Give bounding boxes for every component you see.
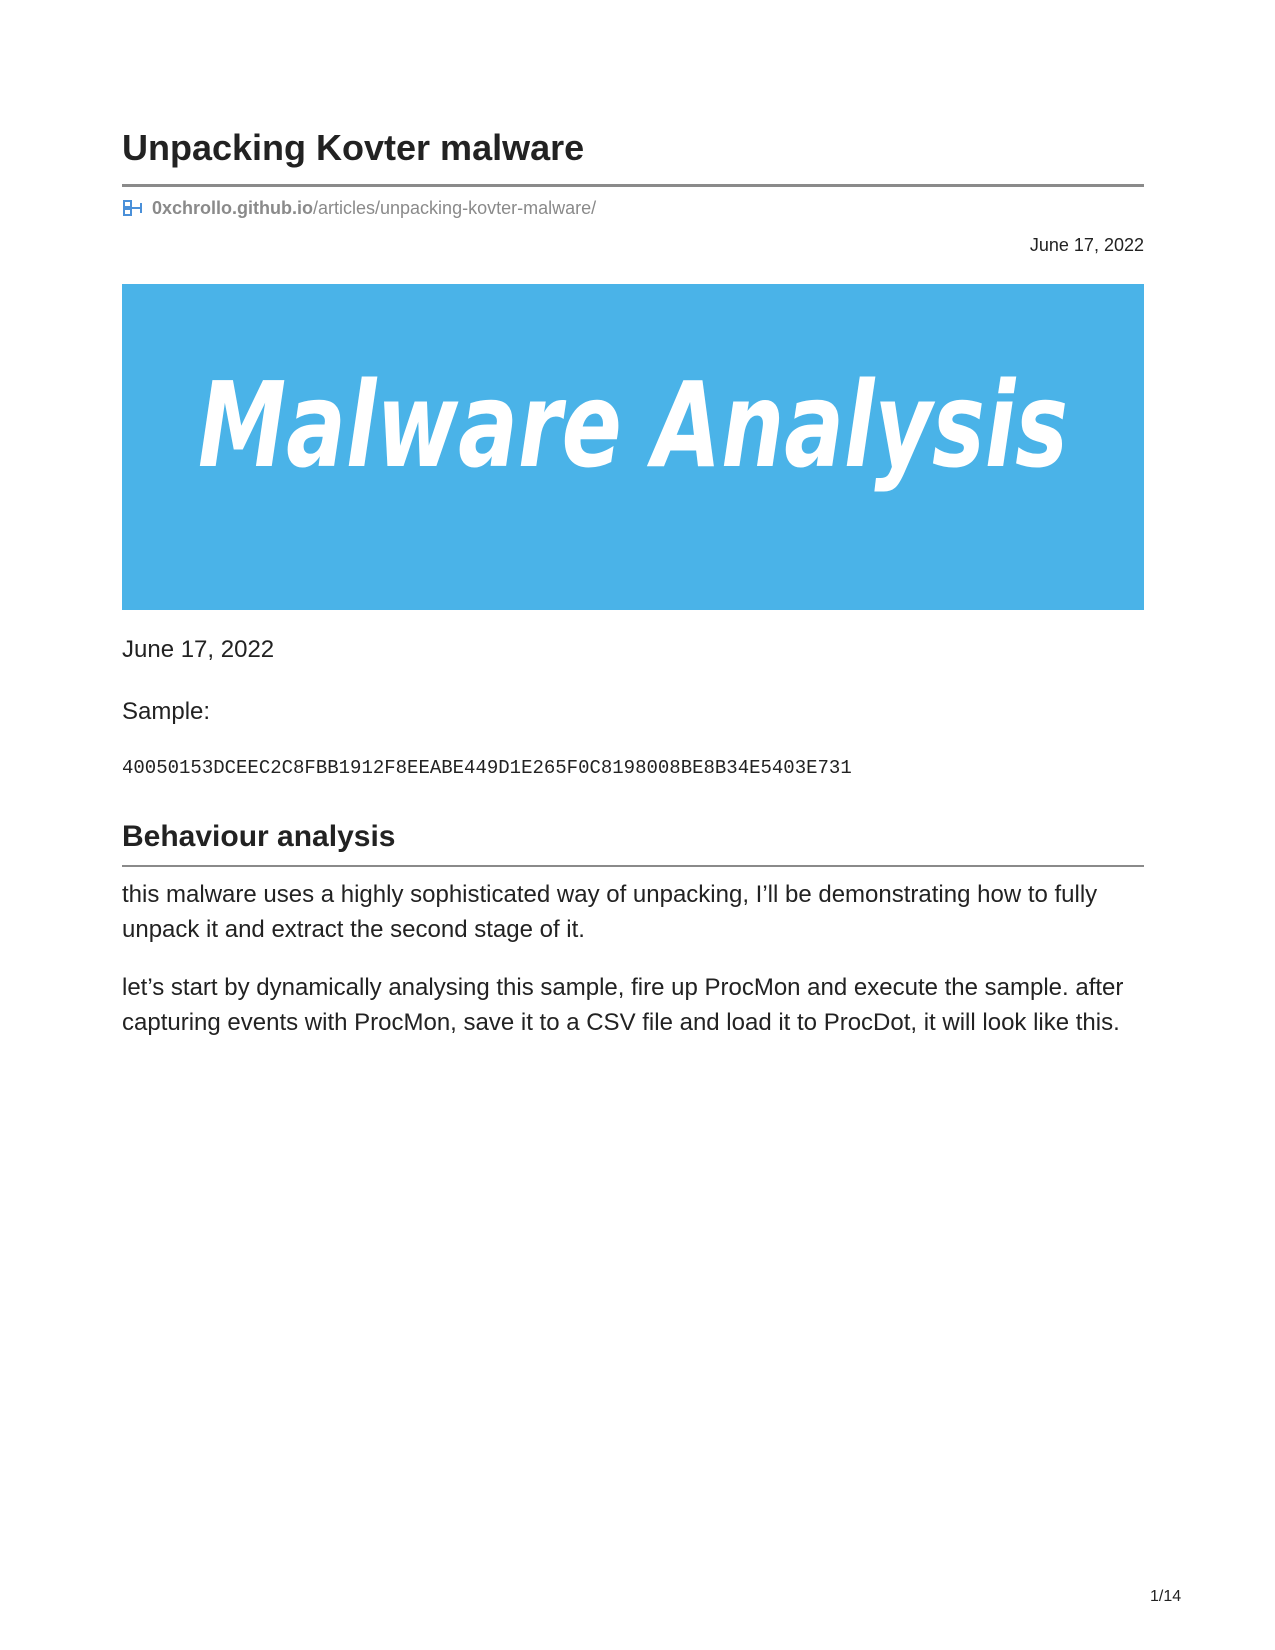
source-domain[interactable]: 0xchrollo.github.io	[152, 197, 313, 218]
section-heading-behaviour-analysis: Behaviour analysis	[122, 820, 396, 853]
banner-text: Malware Analysis	[198, 356, 1068, 494]
banner-image	[122, 284, 1144, 610]
title-divider	[122, 184, 1144, 187]
page-number: 1/14	[1150, 1588, 1182, 1605]
source-path[interactable]: /articles/unpacking-kovter-malware/	[313, 197, 597, 218]
sample-hash: 40050153DCEEC2C8FBB1912F8EEABE449D1E265F0C8198008BE8B34E5403E731	[122, 757, 852, 779]
header-date: June 17, 2022	[1029, 235, 1144, 255]
article-title: Unpacking Kovter malware	[122, 127, 585, 168]
paragraph: this malware uses a highly sophisticated way of unpacking, I’ll be demonstrating how to fully unpack it and extract the second stage of it.	[122, 881, 1098, 943]
link-icon	[122, 199, 144, 217]
banner-graphic	[122, 284, 1144, 610]
sample-label: Sample:	[122, 698, 211, 725]
source-link[interactable]	[122, 196, 596, 220]
post-date: June 17, 2022	[122, 636, 275, 663]
section-divider	[122, 865, 1144, 867]
paragraph: let’s start by dynamically analysing this sample, fire up ProcMon and execute the sample. after capturing events with ProcMon, save it to a CSV file and load it to ProcDot, it will look like this.	[122, 974, 1124, 1036]
